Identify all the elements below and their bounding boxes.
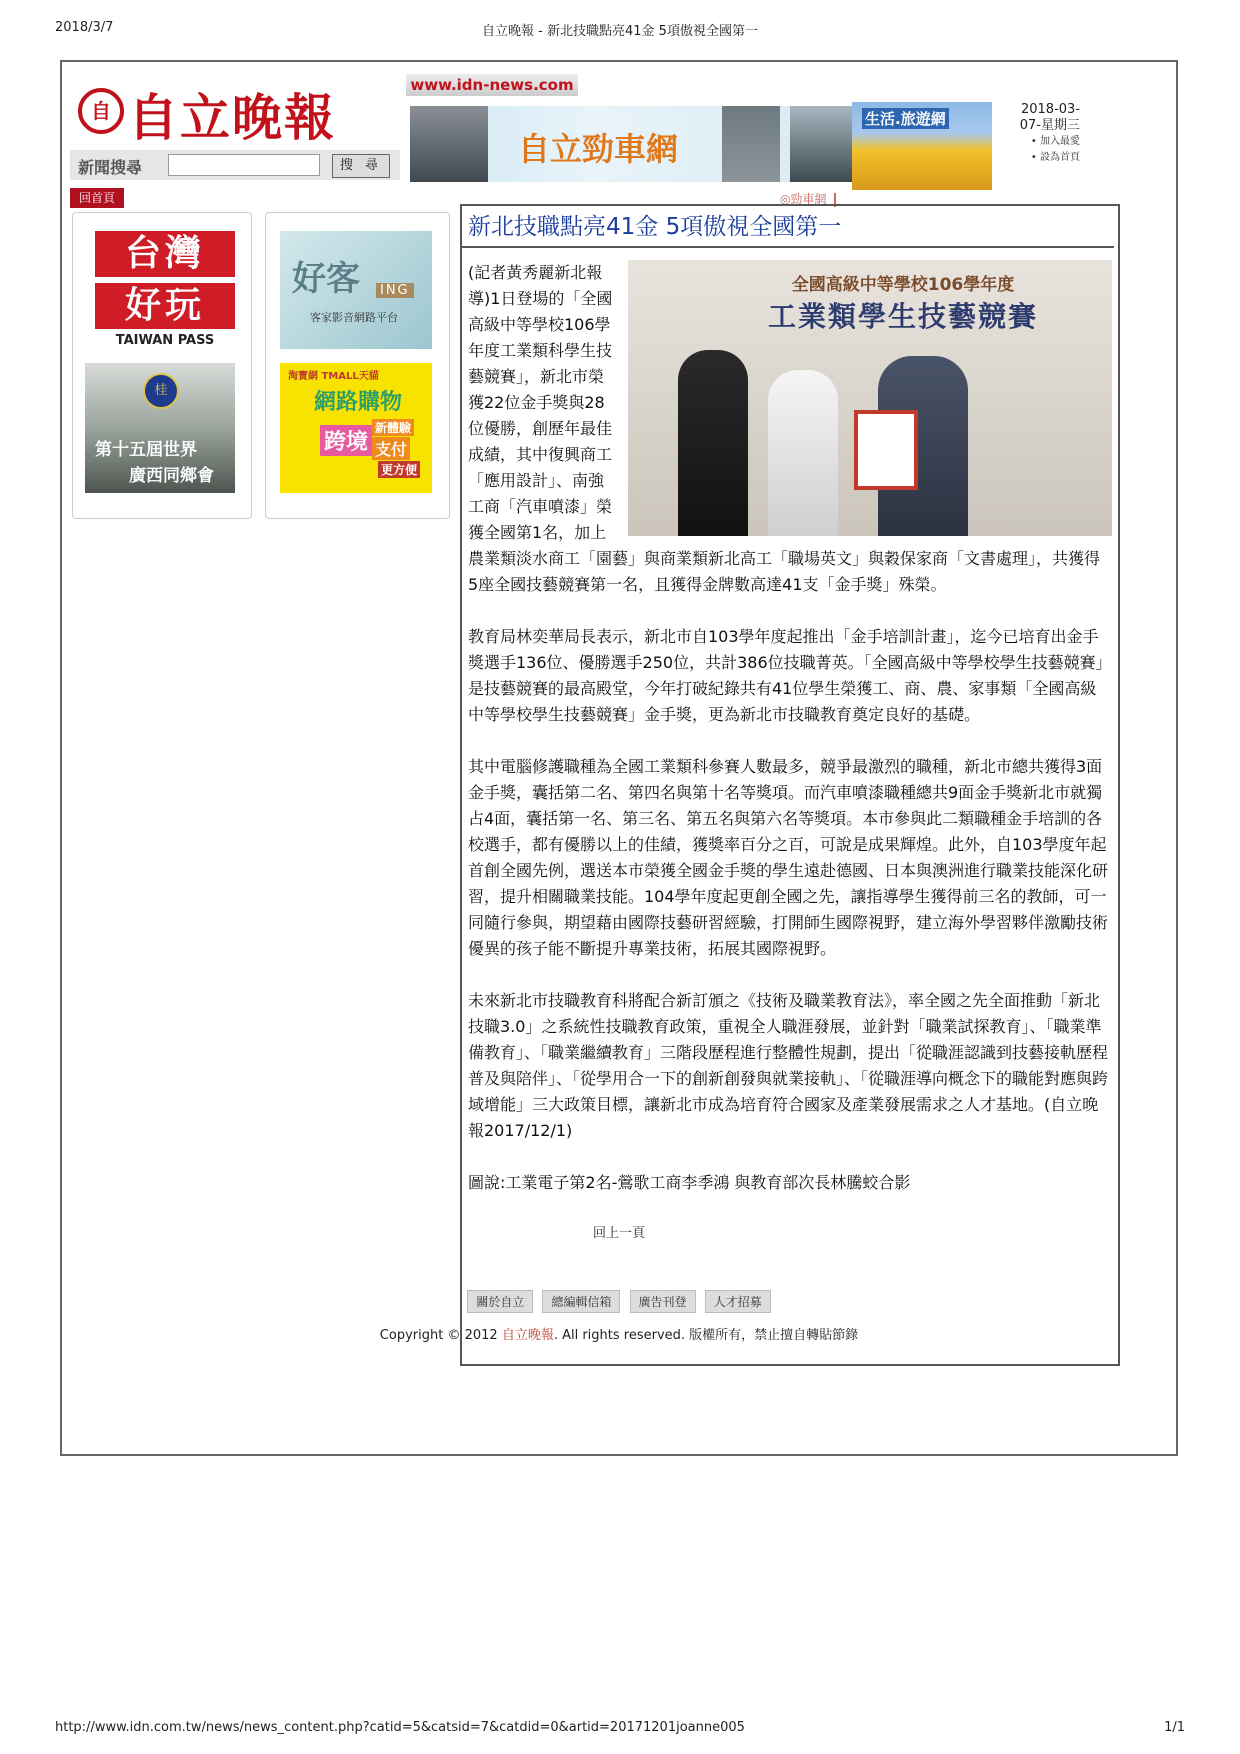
site-header	[70, 70, 1168, 206]
guangxi-association-ad[interactable]	[85, 363, 235, 493]
print-page-number: 1/1	[1164, 1720, 1185, 1735]
shop-ad-line1: 網路購物	[314, 390, 403, 415]
copyright	[62, 1324, 1176, 1343]
copyright-prefix: Copyright © 2012	[379, 1328, 502, 1343]
photo-banner-line1: 全國高級中等學校106學年度	[791, 275, 1015, 295]
travel-banner-ad[interactable]	[852, 102, 992, 190]
taiwan-ad-line1: 台灣	[95, 231, 235, 277]
article-paragraph: 其中電腦修護職種為全國工業類科參賽人數最多，競爭最激烈的職種，新北市總共獲得3面金手獎，囊括第二名、第四名與第十名等獎項。而汽車噴漆職種總共9面金手獎新北市就獨占4面，囊括第一名、第三名、第五名與第六名等獎項。本市參與此二類職種金手培訓的各校選手，都有優勝以上的佳績，獲獎率百分之百，可說是成果輝煌。此外，自103學度年起首創全國先例，選送本市榮獲全國金手獎的學生遠赴德國、日本與澳洲進行職業技能深化研習，提升相關職業技能。104學年度起更創全國之先，讓指導學生獲得前三名的教師，可一同隨行參與，期望藉由國際技藝研習經驗，打開師生國際視野，建立海外學習夥伴激勵技術優異的孩子能不斷提升專業技術，拓展其國際視野。	[468, 757, 1109, 958]
article-title: 新北技職點亮41金 5項傲視全國第一	[462, 206, 1114, 248]
photo-banner-line2: 工業類學生技藝競賽	[767, 300, 1038, 333]
footer-nav-about[interactable]: 關於自立	[467, 1290, 533, 1313]
shop-ad-line5: 更方便	[378, 461, 420, 478]
print-date: 2018/3/7	[55, 20, 114, 35]
site-logo[interactable]	[70, 70, 400, 147]
article-paragraph: (記者黃秀麗新北報導)1日登場的「全國高級中等學校106學年度工業類科學生技藝競賽」，新北市榮獲22位金手獎與28位優勝，創歷年最佳成績，其中復興商工「應用設計」、南強工商「汽車噴漆」榮獲全國第1名，加上農業類淡水商工「園藝」與商業類新北高工「職場英文」與穀保家商「文書處理」，共獲得5座全國技藝競賽第一名，且獲得金牌數高達41支「金手獎」殊榮。	[468, 263, 1101, 594]
add-favorite-link[interactable]: • 加入最愛	[1030, 136, 1080, 147]
taiwan-pass-ad[interactable]	[95, 231, 235, 349]
hakka-ing-ad[interactable]	[280, 231, 432, 349]
shop-ad-top: 淘寶網 TMALL天貓	[288, 371, 379, 382]
hakka-ad-title: 好客	[292, 259, 360, 299]
logo-name: 自立晚報	[128, 88, 336, 147]
logo-mark: 自	[78, 88, 124, 134]
sidebar-ads-right	[265, 212, 450, 519]
article-photo	[628, 260, 1112, 536]
cross-border-shopping-ad[interactable]	[280, 363, 432, 493]
footer-nav-advertising[interactable]: 廣告刊登	[630, 1290, 696, 1313]
photo-certificate	[854, 410, 918, 490]
car-photo	[410, 106, 488, 182]
footer-nav-editor-mail[interactable]: 總編輯信箱	[542, 1290, 620, 1313]
site-url[interactable]: www.idn-news.com	[406, 74, 578, 96]
hakka-ad-ing: ING	[376, 283, 414, 298]
date-line-2: 07-星期三	[1019, 118, 1080, 133]
guangxi-emblem-icon: 桂	[143, 373, 179, 409]
car-banner-text: 自立勁車網	[518, 130, 679, 168]
sidebar-ads-left	[72, 212, 252, 519]
photo-person	[678, 350, 748, 536]
travel-banner-text: 生活.旅遊網	[862, 108, 949, 129]
photo-caption: 圖說:工業電子第2名-鶯歌工商李季鴻 與教育部次長林騰蛟合影	[468, 1173, 911, 1192]
photo-event-banner	[738, 270, 1068, 335]
footer-nav	[62, 1290, 1176, 1313]
print-title: 自立晚報 - 新北技職點亮41金 5項傲視全國第一	[482, 24, 758, 39]
date-line-1: 2018-03-	[1020, 102, 1080, 117]
shop-ad-line4: 支付	[372, 437, 410, 460]
guangxi-ad-line2: 廣西同鄉會	[129, 466, 214, 486]
article-paragraph: 未來新北市技職教育科將配合新訂頒之《技術及職業教育法》，率全國之先全面推動「新北技職3.0」之系統性技職教育政策，重視全人職涯發展，並針對「職業試探教育」、「職業準備教育」、「職業繼續教育」三階段歷程進行整體性規劃，提出「從職涯認識到技藝接軌歷程普及與陪伴」、「從學用合一下的創新創發與就業接軌」、「從職涯導向概念下的職能對應與跨域增能」三大政策目標，讓新北市成為培育符合國家及產業發展需求之人才基地。(自立晚報2017/12/1)	[468, 991, 1109, 1140]
car-banner-ad[interactable]	[410, 106, 870, 182]
taiwan-ad-line3: TAIWAN PASS	[115, 333, 215, 348]
hakka-ad-subtitle: 客家影音網路平台	[310, 311, 398, 324]
photo-person	[768, 370, 838, 536]
print-header	[0, 20, 1240, 40]
article-paragraph: 教育局林奕華局長表示，新北市自103學年度起推出「金手培訓計畫」，迄今已培育出金手獎選手136位、優勝選手250位，共計386位技職菁英。「全國高級中等學校學生技藝競賽」是技藝競賽的最高殿堂，今年打破紀錄共有41位學生榮獲工、商、農、家事類「全國高級中等學校學生技藝競賽」金手獎，更為新北市技職教育奠定良好的基礎。	[468, 627, 1104, 724]
copyright-suffix: . All rights reserved. 版權所有，禁止擅自轉貼節錄	[553, 1328, 859, 1343]
guangxi-ad-line1: 第十五屆世界	[95, 440, 197, 460]
home-button[interactable]: 回首頁	[70, 188, 124, 208]
news-article	[460, 204, 1120, 1366]
car-photo	[722, 106, 780, 182]
search-label: 新聞搜尋	[78, 158, 143, 177]
shop-ad-line3: 新體驗	[372, 419, 414, 436]
set-homepage-link[interactable]: • 設為首頁	[1030, 152, 1080, 163]
search-bar	[70, 150, 400, 180]
header-date	[1000, 102, 1080, 166]
taiwan-ad-line2: 好玩	[95, 283, 235, 329]
search-button[interactable]: 搜 尋	[332, 154, 390, 178]
back-link[interactable]: 回上一頁	[592, 1226, 645, 1241]
subnav-car-link[interactable]: ◎勁車網	[780, 192, 827, 206]
search-input[interactable]	[168, 154, 320, 176]
shop-ad-line2: 跨境	[320, 425, 372, 456]
page-frame	[60, 60, 1178, 1456]
copyright-brand-link[interactable]: 自立晚報	[501, 1328, 554, 1343]
print-url: http://www.idn.com.tw/news/news_content.php?catid=5&catsid=7&catdid=0&artid=20171201joanne005	[55, 1720, 745, 1735]
footer-nav-recruiting[interactable]: 人才招募	[705, 1290, 771, 1313]
